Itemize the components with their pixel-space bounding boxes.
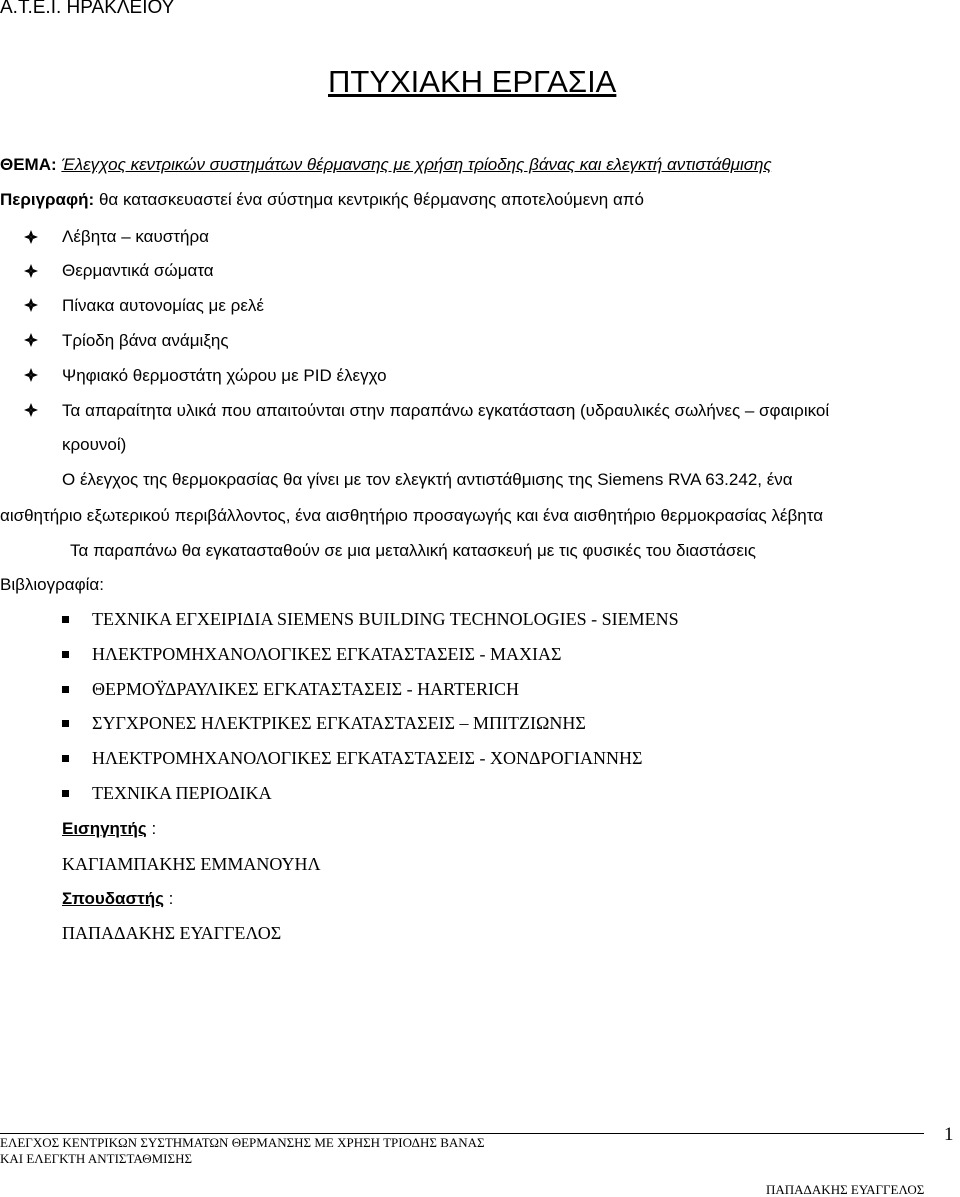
component-three-way-valve: Τρίοδη βάνα ανάμιξης — [62, 331, 229, 350]
control-line-2: αισθητήριο εξωτερικού περιβάλλοντος, ένα αισθητήριο προσαγωγής και ένα αισθητήριο θερμοκρασίας λέβητα — [0, 506, 824, 525]
page-title: ΠΤΥΧΙΑΚΗ ΕΡΓΑΣΙΑ — [328, 64, 617, 99]
footer-title-2: ΚΑΙ ΕΛΕΓΚΤΗ ΑΝΤΙΣΤΑΘΜΙΣΗΣ — [0, 1151, 193, 1166]
square-bullet-icon — [62, 651, 69, 658]
footer-title-1: ΕΛΕΓΧΟΣ ΚΕΝΤΡΙΚΩΝ ΣΥΣΤΗΜΑΤΩΝ ΘΕΡΜΑΝΣΗΣ ΜΕ ΧΡΗΣΗ ΤΡΙΟΔΗΣ ΒΑΝΑΣ — [0, 1135, 485, 1150]
subject-label: ΘΕΜΑ: — [0, 155, 57, 174]
bibliography-item: ΘΕΡΜΟΫΔΡΑΥΛΙΚΕΣ ΕΓΚΑΤΑΣΤΑΣΕΙΣ - HARTERICH — [92, 679, 519, 699]
bibliography-label: Βιβλιογραφία: — [0, 575, 104, 594]
footer-rule — [0, 1133, 924, 1134]
diamond-bullet-icon — [24, 403, 38, 417]
bibliography-item: ΗΛΕΚΤΡΟΜΗΧΑΝΟΛΟΓΙΚΕΣ ΕΓΚΑΤΑΣΤΑΣΕΙΣ - ΜΑΧΙΑΣ — [92, 644, 562, 664]
diamond-bullet-icon — [24, 333, 38, 347]
install-line: Τα παραπάνω θα εγκατασταθούν σε μια μεταλλική κατασκευή με τις φυσικές του διαστάσεις — [70, 541, 756, 560]
institution-header: Α.Τ.Ε.Ι. ΗΡΑΚΛΕΙΟΥ — [0, 0, 175, 18]
component-thermostat: Ψηφιακό θερμοστάτη χώρου με PID έλεγχο — [62, 366, 387, 385]
bibliography-item: ΤΕΧΝΙΚΑ ΠΕΡΙΟΔΙΚΑ — [92, 783, 272, 803]
control-line-1: Ο έλεγχος της θερμοκρασίας θα γίνει με τον ελεγκτή αντιστάθμισης της Siemens RVA 63.242, ένα — [62, 470, 793, 489]
supervisor-name: ΚΑΓΙΑΜΠΑΚΗΣ ΕΜΜΑΝΟΥΗΛ — [62, 854, 321, 874]
bibliography-item: ΣΥΓΧΡΟΝΕΣ ΗΛΕΚΤΡΙΚΕΣ ΕΓΚΑΤΑΣΤΑΣΕΙΣ – ΜΠΙΤΖΙΩΝΗΣ — [92, 713, 586, 733]
description-line — [0, 191, 644, 208]
subject-text: Έλεγχος κεντρικών συστημάτων θέρμανσης με χρήση τρίοδης βάνας και ελεγκτή αντιστάθμισης — [61, 155, 772, 174]
component-materials: Τα απαραίτητα υλικά που απαιτούνται στην παραπάνω εγκατάσταση (υδραυλικές σωλήνες – σφαιρικοί — [62, 401, 830, 420]
square-bullet-icon — [62, 720, 69, 727]
square-bullet-icon — [62, 790, 69, 797]
description-text: θα κατασκευαστεί ένα σύστημα κεντρικής θέρμανσης αποτελούμενη από — [98, 190, 644, 209]
student-label: Σπουδαστής — [62, 889, 164, 908]
square-bullet-icon — [62, 616, 69, 623]
component-radiators: Θερμαντικά σώματα — [62, 261, 214, 280]
square-bullet-icon — [62, 686, 69, 693]
bibliography-item: ΗΛΕΚΤΡΟΜΗΧΑΝΟΛΟΓΙΚΕΣ ΕΓΚΑΤΑΣΤΑΣΕΙΣ - ΧΟΝΔΡΟΓΙΑΝΝΗΣ — [92, 748, 643, 768]
supervisor-sep: : — [151, 819, 157, 838]
component-relay-panel: Πίνακα αυτονομίας με ρελέ — [62, 296, 264, 315]
diamond-bullet-icon — [24, 230, 38, 244]
page-number: 1 — [944, 1124, 954, 1145]
bibliography-item: ΤΕΧΝΙΚΑ ΕΓΧΕΙΡΙΔΙΑ SIEMENS BUILDING TECHNOLOGIES - SIEMENS — [92, 609, 679, 629]
diamond-bullet-icon — [24, 298, 38, 312]
diamond-bullet-icon — [24, 264, 38, 278]
footer-author: ΠΑΠΑΔΑΚΗΣ ΕΥΑΓΓΕΛΟΣ — [766, 1182, 925, 1197]
supervisor-label: Εισηγητής — [62, 819, 147, 838]
component-materials-cont: κρουνοί) — [62, 435, 127, 454]
description-label: Περιγραφή: — [0, 190, 95, 209]
student-name: ΠΑΠΑΔΑΚΗΣ ΕΥΑΓΓΕΛΟΣ — [62, 923, 282, 943]
student-line — [62, 890, 173, 907]
subject-line — [0, 156, 772, 173]
student-sep: : — [168, 889, 174, 908]
component-boiler: Λέβητα – καυστήρα — [62, 227, 209, 246]
square-bullet-icon — [62, 755, 69, 762]
diamond-bullet-icon — [24, 368, 38, 382]
supervisor-line — [62, 820, 156, 837]
